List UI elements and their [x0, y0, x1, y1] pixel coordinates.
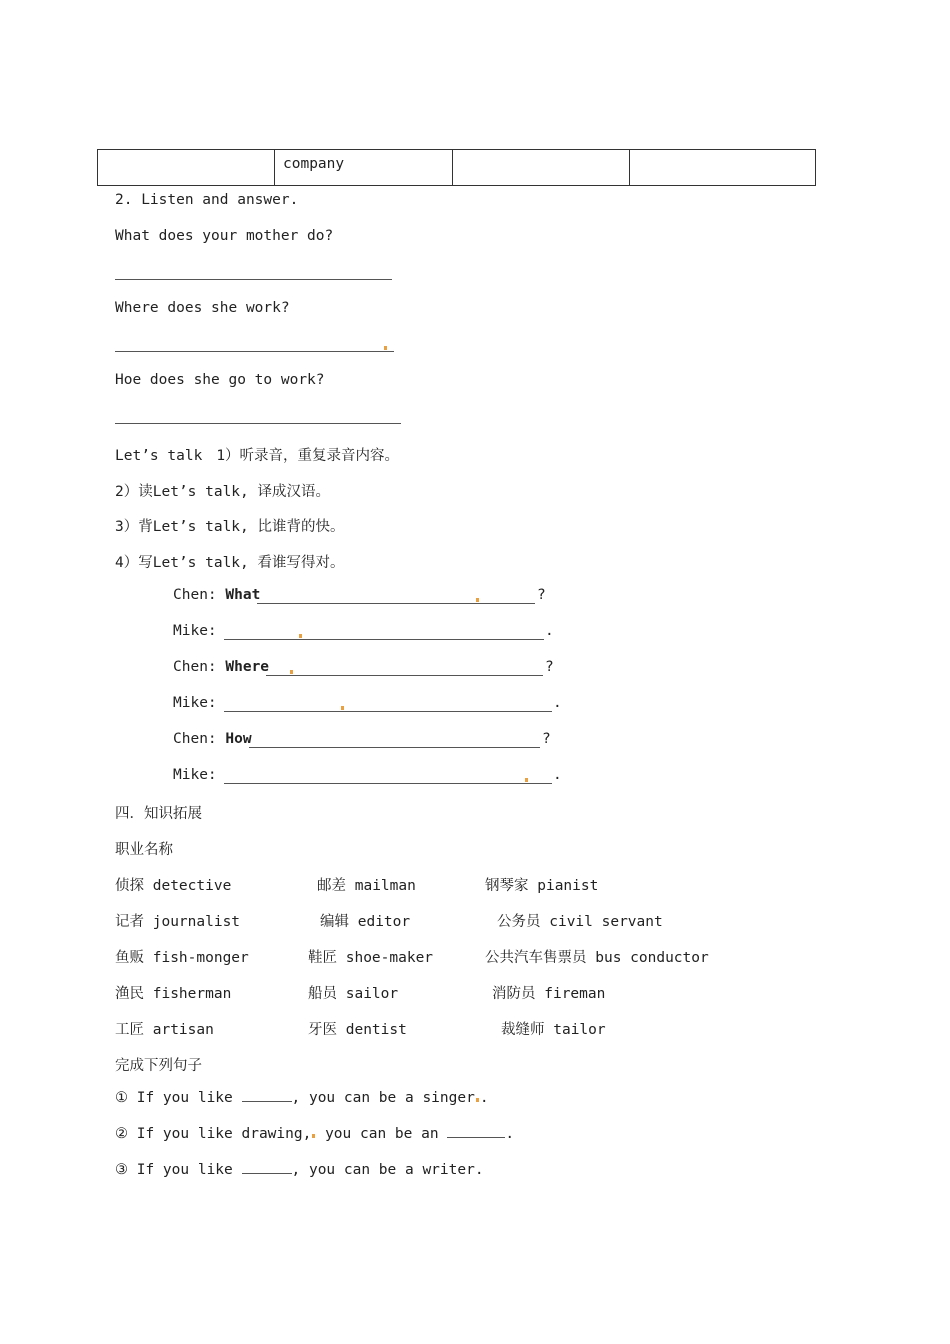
- marker: [312, 1134, 315, 1138]
- occupation-item: 邮差 mailman: [317, 878, 416, 894]
- speaker: Chen:: [173, 731, 217, 747]
- item-number: ①: [115, 1090, 128, 1106]
- occupation-item: 编辑 editor: [320, 914, 411, 930]
- occupation-item: 钢琴家 pianist: [485, 878, 599, 894]
- section-heading: 四．知识拓展: [115, 806, 202, 822]
- occupation-item: 记者 journalist: [115, 914, 241, 930]
- question-word: What: [225, 587, 261, 603]
- answer-line-3[interactable]: [115, 423, 401, 424]
- sentence-1: ① If you like , you can be a singer .: [115, 1090, 489, 1106]
- talk-line-4: 4）写Let’s talk, 看谁写得对。: [115, 555, 345, 571]
- talk-line-3: 3）背Let’s talk, 比谁背的快。: [115, 519, 345, 535]
- blank-line[interactable]: [447, 1136, 505, 1138]
- table-cell: [452, 149, 630, 186]
- punctuation: .: [553, 695, 562, 711]
- table-cell: [629, 149, 816, 186]
- section-heading: 完成下列句子: [115, 1058, 202, 1074]
- speaker: Mike:: [173, 767, 217, 783]
- sentence-3: ③ If you like , you can be a writer.: [115, 1162, 484, 1178]
- blank-line[interactable]: [224, 711, 552, 712]
- item-number: ②: [115, 1126, 128, 1142]
- dialogue-line: [173, 659, 269, 675]
- answer-line-1[interactable]: [115, 279, 392, 280]
- subheading: 职业名称: [115, 842, 173, 858]
- occupation-item: 公务员 civil servant: [497, 914, 663, 930]
- dialogue-line: [173, 623, 217, 639]
- talk-task: 1）听录音，重复录音内容。: [216, 448, 400, 464]
- blank-line[interactable]: [224, 639, 544, 640]
- speaker: Chen:: [173, 659, 217, 675]
- marker: [476, 598, 479, 602]
- sentence-2: ② If you like drawing, you can be an .: [115, 1126, 515, 1142]
- dialogue-line: [173, 695, 217, 711]
- question-2: Where does she work?: [115, 300, 290, 316]
- occupation-item: 牙医 dentist: [308, 1022, 407, 1038]
- talk-prefix: Let’s talk: [115, 448, 203, 464]
- question-word: How: [225, 731, 252, 747]
- occupation-item: 鞋匠 shoe-maker: [308, 950, 434, 966]
- occupation-item: 船员 sailor: [308, 986, 399, 1002]
- speaker: Mike:: [173, 623, 217, 639]
- table-cell-company: company: [274, 149, 453, 186]
- answer-line-2[interactable]: [115, 351, 394, 352]
- punctuation: ?: [545, 659, 554, 675]
- dialogue-line: [173, 731, 252, 747]
- occupation-item: 公共汽车售票员 bus conductor: [485, 950, 709, 966]
- blank-line[interactable]: [242, 1172, 292, 1174]
- blank-line[interactable]: [257, 603, 535, 604]
- dialogue-line: [173, 587, 260, 603]
- question-word: Where: [225, 659, 270, 675]
- marker: [476, 1098, 479, 1102]
- blank-line[interactable]: [249, 747, 540, 748]
- marker: [384, 346, 387, 350]
- marker: [525, 778, 528, 782]
- blank-line[interactable]: [266, 675, 543, 676]
- occupation-item: 鱼贩 fish-monger: [115, 950, 249, 966]
- marker: [299, 634, 302, 638]
- dialogue-line: [173, 767, 217, 783]
- blank-line[interactable]: [224, 783, 552, 784]
- occupation-item: 工匠 artisan: [115, 1022, 214, 1038]
- occupation-item: 侦探 detective: [115, 878, 232, 894]
- talk-line-1: [115, 444, 399, 465]
- question-1: What does your mother do?: [115, 228, 334, 244]
- speaker: Chen:: [173, 587, 217, 603]
- blank-line[interactable]: [242, 1100, 292, 1102]
- marker: [341, 706, 344, 710]
- marker: [290, 670, 293, 674]
- table-cell: [97, 149, 275, 186]
- occupation-item: 消防员 fireman: [492, 986, 606, 1002]
- occupation-item: 裁缝师 tailor: [501, 1022, 606, 1038]
- question-3: Hoe does she go to work?: [115, 372, 325, 388]
- item-number: ③: [115, 1162, 128, 1178]
- listen-heading: 2. Listen and answer.: [115, 192, 299, 208]
- punctuation: ?: [542, 731, 551, 747]
- speaker: Mike:: [173, 695, 217, 711]
- punctuation: .: [545, 623, 554, 639]
- occupation-item: 渔民 fisherman: [115, 986, 232, 1002]
- talk-line-2: 2）读Let’s talk, 译成汉语。: [115, 484, 330, 500]
- punctuation: ?: [537, 587, 546, 603]
- punctuation: .: [553, 767, 562, 783]
